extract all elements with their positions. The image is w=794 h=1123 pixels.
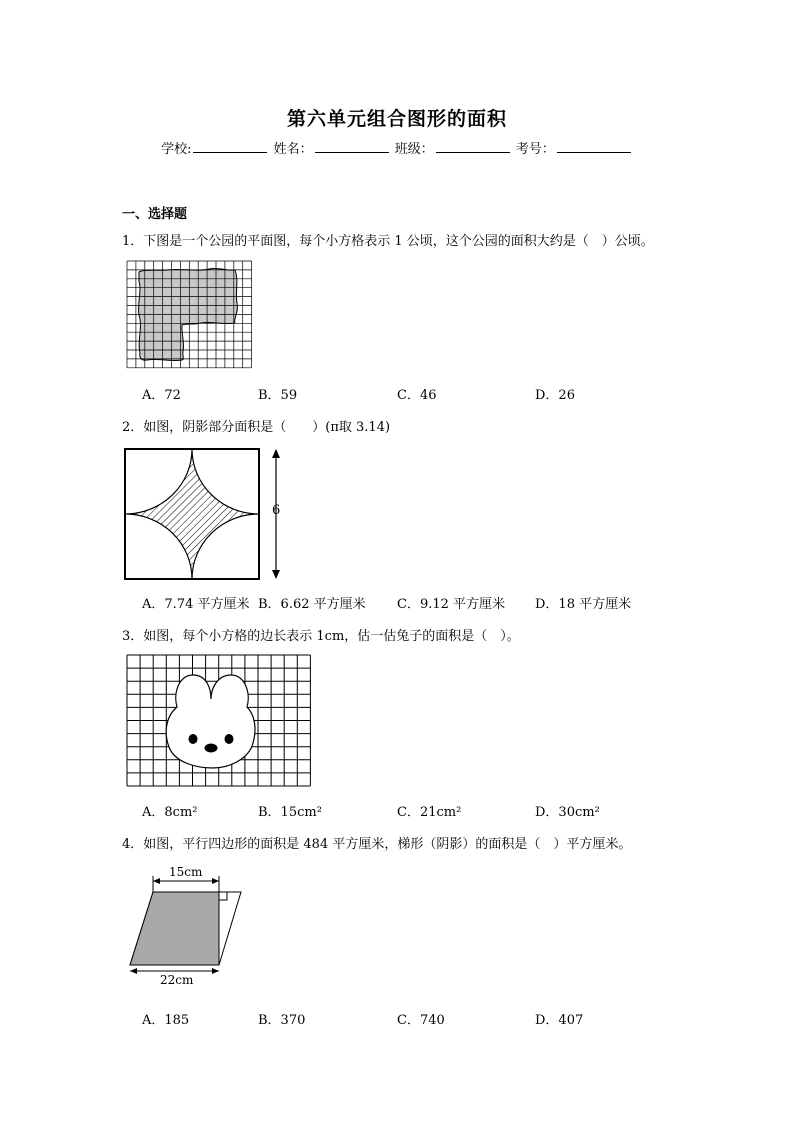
bottom-arrow-right-icon	[212, 968, 219, 974]
school-label: 学校:	[161, 142, 192, 157]
square-star-figure	[124, 448, 294, 582]
shaded-trapezoid	[130, 892, 219, 965]
school-blank[interactable]	[193, 139, 267, 153]
q2-option-d[interactable]: D．18 平方厘米	[535, 597, 632, 612]
side-length-label: 6	[272, 503, 281, 518]
name-blank[interactable]	[315, 139, 389, 153]
page-title: 第六单元组合图形的面积	[286, 108, 507, 130]
arrow-down-icon	[272, 570, 280, 579]
park-grid-figure	[127, 261, 254, 368]
section-heading: 一、选择题	[122, 207, 188, 222]
q2-option-a[interactable]: A．7.74 平方厘米	[142, 597, 250, 612]
q1-option-d[interactable]: D．26	[535, 388, 575, 403]
q4-option-c[interactable]: C．740	[397, 1013, 445, 1028]
arrow-up-icon	[272, 449, 280, 458]
q2-option-c[interactable]: C．9.12 平方厘米	[397, 597, 506, 612]
class-blank[interactable]	[436, 139, 510, 153]
rabbit-shape	[166, 675, 255, 768]
top-arrow-left-icon	[153, 878, 160, 884]
exam-number-blank[interactable]	[557, 139, 631, 153]
top-length-label: 15cm	[169, 865, 203, 879]
q2-option-b[interactable]: B．6.62 平方厘米	[258, 597, 366, 612]
q3-option-d[interactable]: D．30cm²	[535, 805, 600, 820]
rabbit-nose	[205, 744, 218, 753]
question-2-text: 2．如图，阴影部分面积是（ ）(π取 3.14)	[122, 420, 391, 435]
q3-option-c[interactable]: C．21cm²	[397, 805, 462, 820]
rabbit-left-eye	[189, 734, 198, 744]
q1-option-a[interactable]: A．72	[142, 388, 181, 403]
class-label: 班级：	[394, 142, 434, 157]
rabbit-right-eye	[225, 734, 234, 744]
question-1-text: 1．下图是一个公园的平面图，每个小方格表示 1 公顷，这个公园的面积大约是（ ）公顷。	[122, 234, 654, 249]
bottom-arrow-left-icon	[130, 968, 137, 974]
q3-option-a[interactable]: A．8cm²	[142, 805, 198, 820]
question-4-text: 4．如图，平行四边形的面积是 484 平方厘米，梯形（阴影）的面积是（ ）平方厘米。	[122, 837, 632, 852]
q4-option-a[interactable]: A．185	[142, 1013, 190, 1028]
q4-option-b[interactable]: B．370	[258, 1013, 306, 1028]
parallelogram-figure	[126, 862, 250, 988]
q1-option-c[interactable]: C．46	[397, 388, 437, 403]
top-arrow-right-icon	[212, 878, 219, 884]
name-label: 姓名：	[273, 142, 313, 157]
q4-option-d[interactable]: D．407	[535, 1013, 584, 1028]
question-3-text: 3．如图，每个小方格的边长表示 1cm，估一估兔子的面积是（ ）。	[122, 629, 520, 644]
q1-option-b[interactable]: B．59	[258, 388, 298, 403]
exam-number-label: 考号：	[515, 142, 555, 157]
bottom-length-label: 22cm	[160, 973, 194, 987]
student-info-line	[0, 138, 794, 157]
rabbit-grid-figure	[127, 655, 314, 786]
q3-option-b[interactable]: B．15cm²	[258, 805, 322, 820]
